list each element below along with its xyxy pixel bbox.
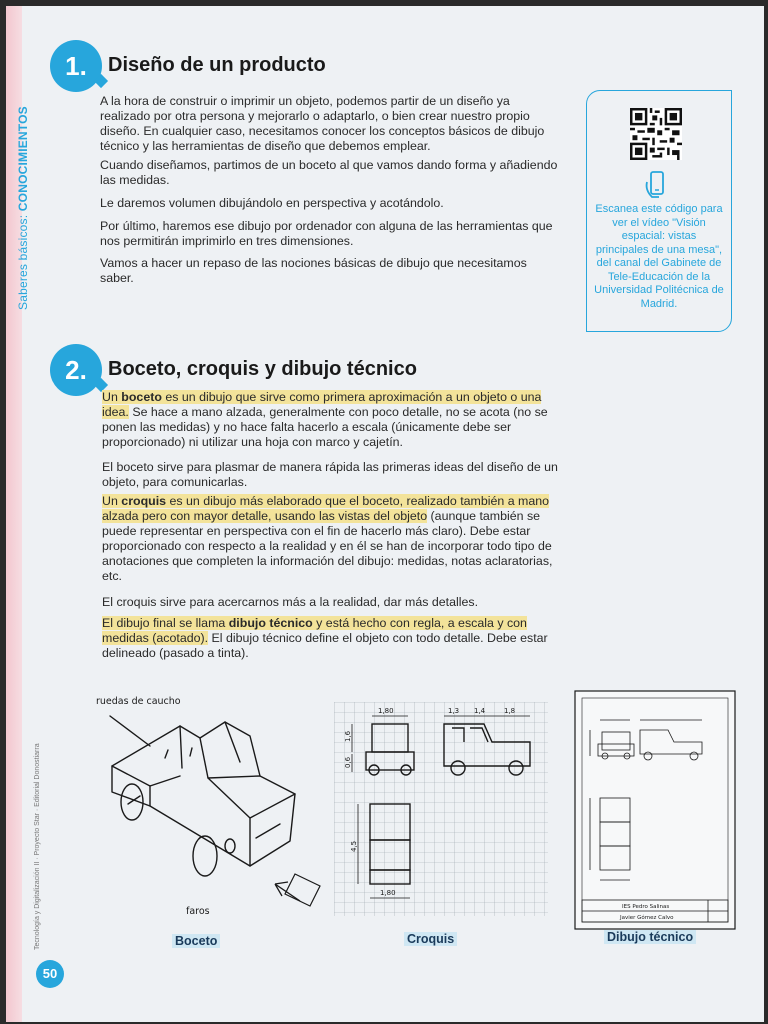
title-block-author: Javier Gómez Calvo <box>620 915 674 921</box>
croquis-drawing <box>334 702 548 916</box>
boceto-purpose: El boceto sirve para plasmar de manera rápida las primeras ideas del diseño de un objeto, para comunicarlas. <box>102 460 558 489</box>
boceto-caption: Boceto <box>172 934 220 948</box>
dibujo-tecnico-definition: El dibujo final se llama dibujo técnico y está hecho con regla, a escala y con medidas (acotado). El dibujo técnico define el objeto con todo detalle. Debe estar delineado (pasado a tinta). <box>102 616 548 660</box>
boceto-definition: Un boceto es un dibujo que sirve como primera aproximación a un objeto o una idea. Se hace a mano alzada, generalmente con poco detalle, no se acota (no se ponen las medidas) y no hace falta hacerlo a escala (únicamente debe ser proporcionado) ni utilizar una hoja con marco y cajetín. <box>102 390 548 449</box>
croquis-definition: Un croquis es un dibujo más elaborado que el boceto, realizado también a mano alzada pero con mayor detalle, usando las vistas del objeto (aunque también se puede representar en perspectiva con el fin de hacerlo más claro). Debe estar proporcionado con respecto a la realidad y en él se han de incorporar todo tipo de anotaciones que completen la información del dibujo: medidas, notas aclaratorias, etc. <box>102 494 553 583</box>
boceto-label-lights: faros <box>186 906 210 917</box>
qr-panel-text: Escanea este código para ver el vídeo "Visión espacial: vistas principales de una mesa", del canal del Gabinete de Tele-Educación de la Universidad Politécnica de Madrid. <box>594 203 724 310</box>
boceto-label-wheels: ruedas de caucho <box>96 696 181 707</box>
phone-scan-icon <box>644 170 670 200</box>
croquis-purpose: El croquis sirve para acercarnos más a la realidad, dar más detalles. <box>102 595 479 609</box>
page-number: 50 <box>36 960 64 988</box>
croquis-dim: 0,6 <box>344 756 352 768</box>
section-2-title: Boceto, croquis y dibujo técnico <box>108 358 417 380</box>
sidebar-section-label: Saberes básicos: CONOCIMIENTOS <box>16 106 30 310</box>
section-1-title: Diseño de un producto <box>108 54 326 76</box>
book-footer: Tecnología y Digitalización II · Proyecto Star · Editorial Donostiarra <box>34 743 41 950</box>
title-block-school: IES Pedro Salinas <box>622 904 670 910</box>
section-1-paragraph: Vamos a hacer un repaso de las nociones básicas de dibujo que necesitamos saber. <box>100 256 527 285</box>
section-1-paragraph: A la hora de construir o imprimir un objeto, podemos partir de un diseño ya realizado por otra persona y mejorarlo o adaptarlo, o bien crear nuestro propio diseño. En cualquier caso, necesitamos conocer los conceptos básicos de dibujo técnico y las herramientas de diseño que debemos emplear. <box>100 94 545 153</box>
croquis-dim: 1,4 <box>474 707 486 715</box>
section-1-paragraph: Cuando diseñamos, partimos de un boceto al que vamos dando forma y añadiendo las medidas. <box>100 158 558 187</box>
dibujo-tecnico-caption: Dibujo técnico <box>604 930 696 944</box>
croquis-dim: 1,6 <box>344 730 352 742</box>
dibujo-tecnico-sheet <box>574 690 736 930</box>
croquis-dim: 1,8 <box>504 707 516 715</box>
section-1-paragraph: Por último, haremos ese dibujo por ordenador con alguna de las herramientas que nos permitirán imprimirlo en tres dimensiones. <box>100 219 553 248</box>
croquis-caption: Croquis <box>404 932 457 946</box>
qr-code-icon[interactable] <box>630 108 682 160</box>
section-1-badge: 1. <box>50 40 102 92</box>
section-2-badge: 2. <box>50 344 102 396</box>
croquis-dim: 1,3 <box>448 707 460 715</box>
croquis-dim: 1,80 <box>380 889 396 897</box>
croquis-dim: 4,5 <box>350 840 358 852</box>
croquis-dim: 1,80 <box>378 707 394 715</box>
boceto-car-sketch <box>90 706 330 916</box>
section-1-paragraph: Le daremos volumen dibujándolo en perspectiva y acotándolo. <box>100 196 444 210</box>
